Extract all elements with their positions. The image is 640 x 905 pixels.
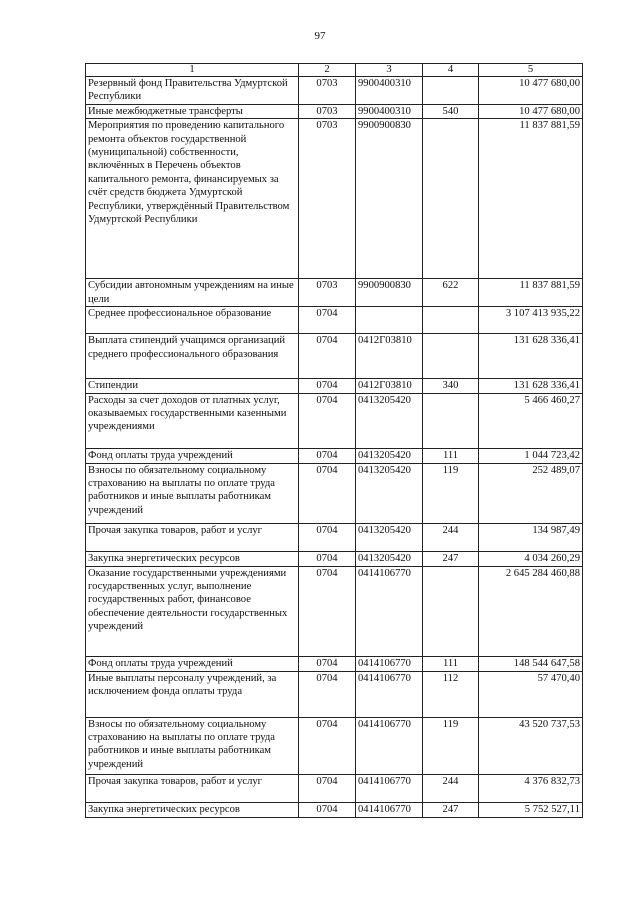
row-section-code: 0703 xyxy=(299,104,356,118)
row-target-code: 0414106770 xyxy=(356,802,423,817)
table-row xyxy=(86,523,583,551)
row-section-code: 0703 xyxy=(299,77,356,105)
header-row xyxy=(86,64,583,77)
row-expense-type: 340 xyxy=(423,379,479,393)
row-name: Резервный фонд Правительства Удмуртской Республики xyxy=(86,77,299,105)
row-name: Расходы за счет доходов от платных услуг, оказываемых государственными казенными учреждениями xyxy=(86,393,299,448)
row-section-code: 0704 xyxy=(299,523,356,551)
page-number: 97 xyxy=(314,30,326,42)
row-target-code: 0414106770 xyxy=(356,671,423,717)
table-row xyxy=(86,77,583,105)
row-amount: 5 466 460,27 xyxy=(479,393,583,448)
row-expense-type: 247 xyxy=(423,802,479,817)
row-target-code: 0414106770 xyxy=(356,566,423,656)
row-section-code: 0703 xyxy=(299,119,356,279)
row-section-code: 0704 xyxy=(299,307,356,334)
row-name: Фонд оплаты труда учреждений xyxy=(86,448,299,463)
row-section-code: 0704 xyxy=(299,774,356,802)
row-amount: 131 628 336,41 xyxy=(479,334,583,379)
column-header: 4 xyxy=(423,64,479,77)
column-header: 5 xyxy=(479,64,583,77)
row-amount: 57 470,40 xyxy=(479,671,583,717)
table-row xyxy=(86,671,583,717)
table-row xyxy=(86,774,583,802)
row-section-code: 0704 xyxy=(299,717,356,774)
column-header: 1 xyxy=(86,64,299,77)
row-amount: 252 489,07 xyxy=(479,463,583,523)
row-name: Закупка энергетических ресурсов xyxy=(86,551,299,566)
table-row xyxy=(86,802,583,817)
row-name: Взносы по обязательному социальному страхованию на выплаты по оплате труда работников и иные выплаты работникам учреждений xyxy=(86,717,299,774)
row-expense-type: 244 xyxy=(423,774,479,802)
row-section-code: 0704 xyxy=(299,656,356,671)
row-section-code: 0704 xyxy=(299,379,356,393)
row-section-code: 0704 xyxy=(299,448,356,463)
table-row xyxy=(86,448,583,463)
row-name: Выплата стипендий учащимся организаций среднего профессионального образования xyxy=(86,334,299,379)
row-expense-type: 112 xyxy=(423,671,479,717)
table-row xyxy=(86,279,583,307)
row-name: Взносы по обязательному социальному страхованию на выплаты по оплате труда работников и иные выплаты работникам учреждений xyxy=(86,463,299,523)
row-amount: 10 477 680,00 xyxy=(479,77,583,105)
row-amount: 1 044 723,42 xyxy=(479,448,583,463)
row-name: Фонд оплаты труда учреждений xyxy=(86,656,299,671)
row-section-code: 0704 xyxy=(299,551,356,566)
row-target-code: 0413205420 xyxy=(356,448,423,463)
row-amount: 2 645 284 460,88 xyxy=(479,566,583,656)
row-name: Прочая закупка товаров, работ и услуг xyxy=(86,774,299,802)
row-amount: 43 520 737,53 xyxy=(479,717,583,774)
row-target-code xyxy=(356,307,423,334)
table-row xyxy=(86,379,583,393)
table-row xyxy=(86,334,583,379)
row-name: Субсидии автономным учреждениям на иные цели xyxy=(86,279,299,307)
row-name: Закупка энергетических ресурсов xyxy=(86,802,299,817)
row-expense-type xyxy=(423,566,479,656)
row-target-code: 0414106770 xyxy=(356,774,423,802)
row-target-code: 0412Г03810 xyxy=(356,379,423,393)
row-target-code: 0412Г03810 xyxy=(356,334,423,379)
table-row xyxy=(86,307,583,334)
table-row xyxy=(86,393,583,448)
row-expense-type: 247 xyxy=(423,551,479,566)
table-row xyxy=(86,717,583,774)
row-target-code: 9900400310 xyxy=(356,77,423,105)
row-amount: 134 987,49 xyxy=(479,523,583,551)
row-amount: 131 628 336,41 xyxy=(479,379,583,393)
row-expense-type: 111 xyxy=(423,448,479,463)
row-amount: 5 752 527,11 xyxy=(479,802,583,817)
row-amount: 148 544 647,58 xyxy=(479,656,583,671)
row-name: Среднее профессиональное образование xyxy=(86,307,299,334)
row-expense-type: 119 xyxy=(423,463,479,523)
row-name: Прочая закупка товаров, работ и услуг xyxy=(86,523,299,551)
row-target-code: 0413205420 xyxy=(356,393,423,448)
row-target-code: 0413205420 xyxy=(356,551,423,566)
row-expense-type xyxy=(423,119,479,279)
table-row xyxy=(86,119,583,279)
row-expense-type xyxy=(423,334,479,379)
column-header: 2 xyxy=(299,64,356,77)
budget-table xyxy=(85,63,583,818)
row-expense-type: 622 xyxy=(423,279,479,307)
row-expense-type: 119 xyxy=(423,717,479,774)
row-name: Иные межбюджетные трансферты xyxy=(86,104,299,118)
row-target-code: 9900900830 xyxy=(356,119,423,279)
row-section-code: 0704 xyxy=(299,393,356,448)
row-name: Оказание государственными учреждениями государственных услуг, выполнение государственных работ, финансовое обеспечение деятельности государственных учреждений xyxy=(86,566,299,656)
row-name: Стипендии xyxy=(86,379,299,393)
table-row xyxy=(86,566,583,656)
row-amount: 10 477 680,00 xyxy=(479,104,583,118)
row-amount: 4 034 260,29 xyxy=(479,551,583,566)
row-amount: 11 837 881,59 xyxy=(479,119,583,279)
row-expense-type xyxy=(423,77,479,105)
row-expense-type xyxy=(423,307,479,334)
row-expense-type xyxy=(423,393,479,448)
row-section-code: 0704 xyxy=(299,671,356,717)
table-row xyxy=(86,551,583,566)
row-name: Иные выплаты персоналу учреждений, за исключением фонда оплаты труда xyxy=(86,671,299,717)
row-amount: 11 837 881,59 xyxy=(479,279,583,307)
table-row xyxy=(86,463,583,523)
table-row xyxy=(86,656,583,671)
row-amount: 4 376 832,73 xyxy=(479,774,583,802)
row-section-code: 0704 xyxy=(299,802,356,817)
row-section-code: 0704 xyxy=(299,463,356,523)
column-header: 3 xyxy=(356,64,423,77)
row-target-code: 9900400310 xyxy=(356,104,423,118)
row-section-code: 0704 xyxy=(299,566,356,656)
row-expense-type: 244 xyxy=(423,523,479,551)
row-target-code: 0413205420 xyxy=(356,463,423,523)
row-target-code: 9900900830 xyxy=(356,279,423,307)
row-section-code: 0704 xyxy=(299,334,356,379)
row-target-code: 0413205420 xyxy=(356,523,423,551)
row-target-code: 0414106770 xyxy=(356,717,423,774)
table-row xyxy=(86,104,583,118)
row-expense-type: 111 xyxy=(423,656,479,671)
row-expense-type: 540 xyxy=(423,104,479,118)
row-section-code: 0703 xyxy=(299,279,356,307)
row-name: Мероприятия по проведению капитального ремонта объектов государственной (муниципальной) собственности, включённых в Перечень объектов капитального ремонта, финансируемых за счёт средств бюджета Удмуртской Республики, утверждённый Правительством Удмуртской Республики xyxy=(86,119,299,279)
row-amount: 3 107 413 935,22 xyxy=(479,307,583,334)
row-target-code: 0414106770 xyxy=(356,656,423,671)
